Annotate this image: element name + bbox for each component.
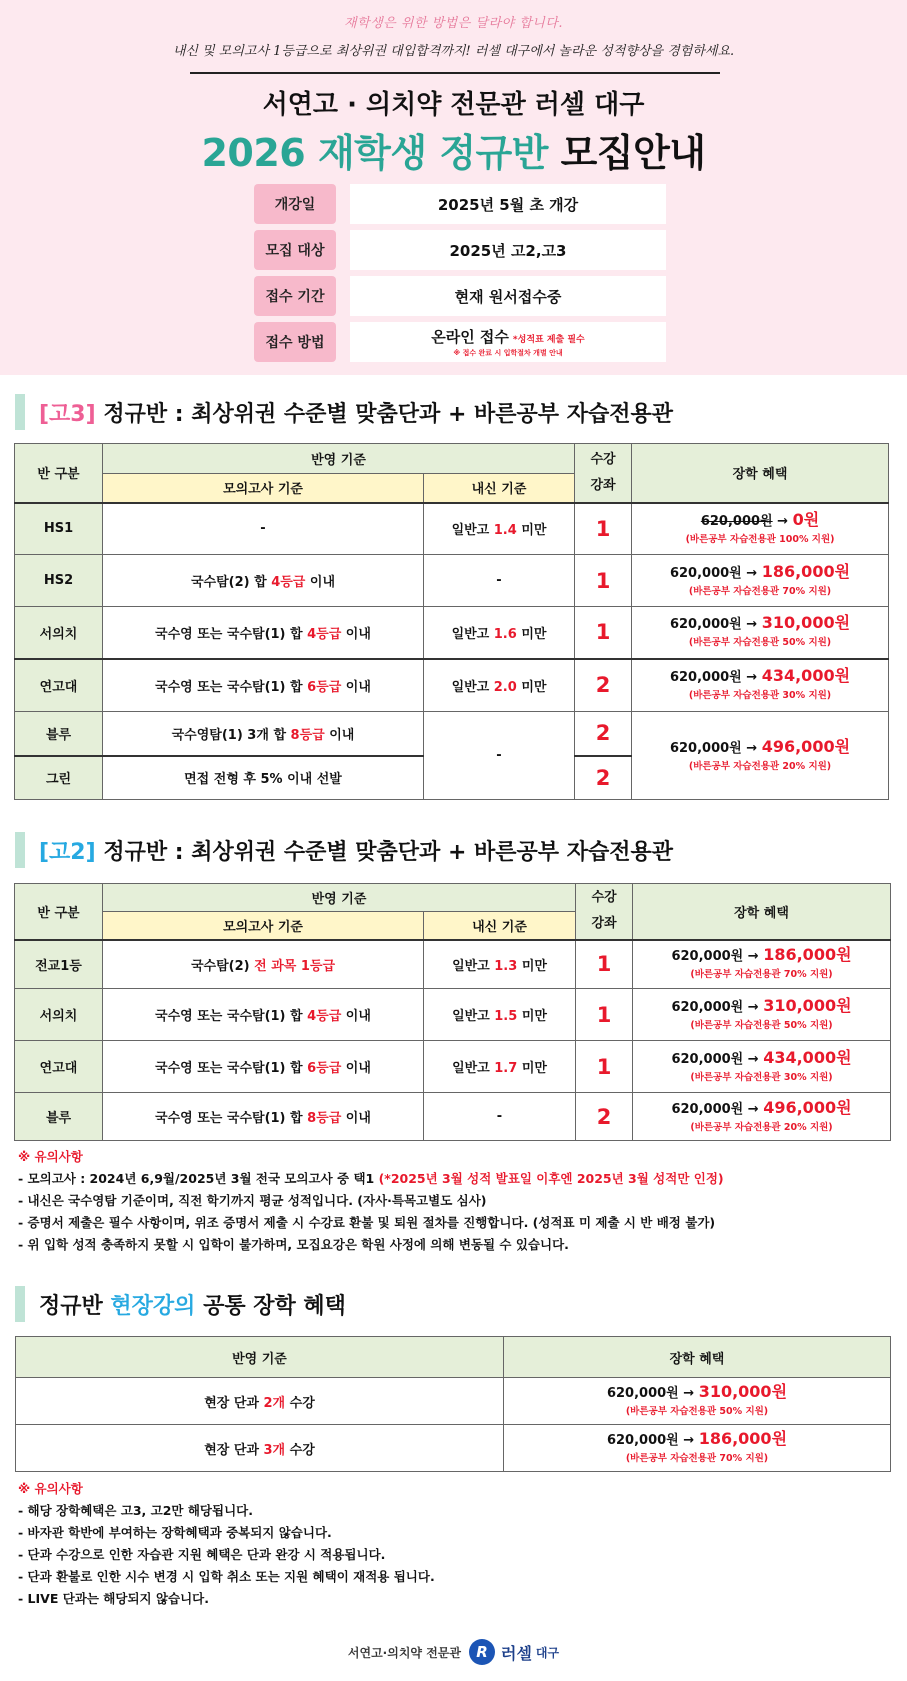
heading-accent-bar <box>15 1286 25 1322</box>
lecture-count: 1 <box>576 940 633 989</box>
notice-title: ※ 유의사항 <box>18 1149 83 1164</box>
notice-line: - 모의고사 : 2024년 6,9월/2025년 3월 전국 모의고사 중 택1 (*2025년 3월 성적 발표일 이후엔 2025년 3월 성적만 인정) <box>18 1171 724 1186</box>
row-name: 전교1등 <box>15 940 103 989</box>
info-row-method <box>254 322 666 362</box>
page-title <box>0 122 907 177</box>
info-value <box>350 322 666 362</box>
criteria-cell: 현장 단과 2개 수강 <box>16 1378 504 1425</box>
info-value: 2025년 고2,고3 <box>350 230 666 270</box>
mock-criteria: 국수영 또는 국수탐(1) 합 4등급 이내 <box>103 989 424 1041</box>
info-row-target <box>254 230 666 270</box>
hero-subline: 내신 및 모의고사 1등급으로 최상위권 대입합격까지! 러셀 대구에서 놀라운 성적향상을 경험하세요. <box>172 44 735 59</box>
scholarship: 620,000원 → 186,000원 (바른공부 자습전용관 70% 지원) <box>632 555 889 607</box>
academy-name: 서연고 · 의치약 전문관 러셀 대구 <box>262 90 645 120</box>
g3-heading-text: 정규반 : 최상위권 수준별 맞춤단과 + 바른공부 자습전용관 <box>95 401 673 427</box>
table-row <box>15 1093 891 1141</box>
notice-line: - 바자관 학반에 부여하는 장학혜택과 중복되지 않습니다. <box>18 1525 332 1540</box>
header-criteria: 반영 기준 <box>103 884 576 912</box>
apply-method: 온라인 접수 <box>431 328 509 346</box>
scholarship: 620,000원 → 434,000원 (바른공부 자습전용관 30% 지원) <box>632 659 889 712</box>
footer-brand-bar <box>0 1637 907 1667</box>
mock-criteria: 국수영 또는 국수탐(1) 합 6등급 이내 <box>103 659 424 712</box>
lecture-count: 2 <box>575 756 632 800</box>
info-row-period <box>254 276 666 316</box>
row-name: 연고대 <box>15 659 103 712</box>
school-criteria: - <box>424 1093 576 1141</box>
g2-table <box>14 883 891 1141</box>
scholarship: 620,000원 → 0원 (바른공부 자습전용관 100% 지원) <box>632 503 889 555</box>
school-criteria: 일반고 1.3 미만 <box>424 940 576 989</box>
scholarship: 620,000원 → 434,000원 (바른공부 자습전용관 30% 지원) <box>633 1041 891 1093</box>
live-lecture-tag: 현장강의 <box>110 1293 196 1319</box>
school-criteria: - <box>424 555 575 607</box>
process-note: ※ 접수 완료 시 입학절차 개별 안내 <box>453 349 563 357</box>
scholarship: 620,000원 → 496,000원 (바른공부 자습전용관 20% 지원) <box>633 1093 891 1141</box>
g2-section-heading <box>15 832 673 868</box>
notice-block <box>18 1146 724 1256</box>
hero-tagline: 재학생은 위한 방법은 달라야 합니다. <box>343 16 564 31</box>
notice-line: - 단과 수강으로 인한 자습관 지원 혜택은 단과 완강 시 적용됩니다. <box>18 1547 386 1562</box>
header-school: 내신 기준 <box>424 912 576 940</box>
mock-criteria: 국수영 또는 국수탐(1) 합 8등급 이내 <box>103 1093 424 1141</box>
criteria-cell: 현장 단과 3개 수강 <box>16 1425 504 1472</box>
table-row <box>16 1378 891 1425</box>
russel-logo-icon: R <box>469 1639 495 1665</box>
row-name: 서의치 <box>15 989 103 1041</box>
school-criteria: - <box>424 712 575 800</box>
lecture-count: 1 <box>575 555 632 607</box>
lecture-count: 1 <box>575 607 632 659</box>
scholarship: 620,000원 → 186,000원 (바른공부 자습전용관 70% 지원) <box>633 940 891 989</box>
header-benefit: 장학 혜택 <box>633 884 891 940</box>
required-note: *성적표 제출 필수 <box>512 335 585 345</box>
lecture-count: 1 <box>575 503 632 555</box>
row-name: 블루 <box>15 1093 103 1141</box>
lecture-count: 2 <box>575 712 632 756</box>
header-benefit: 장학 혜택 <box>504 1337 891 1378</box>
scholarship: 620,000원 → 310,000원 (바른공부 자습전용관 50% 지원) <box>504 1378 891 1425</box>
table-header-row <box>15 884 891 912</box>
hero-banner <box>0 0 907 375</box>
title-accent: 2026 재학생 정규반 <box>201 131 548 175</box>
table-row <box>15 712 889 756</box>
notice-line: - LIVE 단과는 해당되지 않습니다. <box>18 1591 209 1606</box>
mock-criteria: - <box>103 503 424 555</box>
g2-heading-text: 정규반 : 최상위권 수준별 맞춤단과 + 바른공부 자습전용관 <box>95 839 673 865</box>
row-name: 블루 <box>15 712 103 756</box>
mock-criteria: 국수탐(2) 전 과목 1등급 <box>103 940 424 989</box>
lecture-count: 2 <box>576 1093 633 1141</box>
header-criteria: 반영 기준 <box>103 444 575 474</box>
info-label: 개강일 <box>254 184 336 224</box>
heading-accent-bar <box>15 394 25 430</box>
notice-line: - 단과 환불로 인한 시수 변경 시 입학 취소 또는 지원 혜택이 재적용 됩니다. <box>18 1569 435 1584</box>
header-mock: 모의고사 기준 <box>103 912 424 940</box>
mock-criteria: 국수영 또는 국수탐(1) 합 4등급 이내 <box>103 607 424 659</box>
table-row <box>15 1041 891 1093</box>
table-row <box>15 503 889 555</box>
lecture-count: 1 <box>576 989 633 1041</box>
scholarship: 620,000원 → 186,000원 (바른공부 자습전용관 70% 지원) <box>504 1425 891 1472</box>
hero-divider <box>190 72 720 74</box>
scholarship: 620,000원 → 310,000원 (바른공부 자습전용관 50% 지원) <box>632 607 889 659</box>
table-header-row <box>15 444 889 474</box>
header-mock: 모의고사 기준 <box>103 474 424 503</box>
school-criteria: 일반고 1.6 미만 <box>424 607 575 659</box>
mock-criteria: 면접 전형 후 5% 이내 선발 <box>103 756 424 800</box>
footer-city: 대구 <box>535 1645 560 1660</box>
table-header-row <box>16 1337 891 1378</box>
notice-line: - 내신은 국수영탐 기준이며, 직전 학기까지 평균 성적입니다. (자사·특목고별도 심사) <box>18 1193 487 1208</box>
row-name: 서의치 <box>15 607 103 659</box>
mock-criteria: 국수영 또는 국수탐(1) 합 6등급 이내 <box>103 1041 424 1093</box>
scholarship: 620,000원 → 496,000원 (바른공부 자습전용관 20% 지원) <box>632 712 889 800</box>
row-name: 연고대 <box>15 1041 103 1093</box>
table-row <box>15 659 889 712</box>
heading-accent-bar <box>15 832 25 868</box>
info-row-start <box>254 184 666 224</box>
notice-title: ※ 유의사항 <box>18 1481 83 1496</box>
table-row <box>15 940 891 989</box>
lecture-count: 2 <box>575 659 632 712</box>
header-lectures: 수강 강좌 <box>575 444 632 503</box>
notice-line: - 위 입학 성적 충족하지 못할 시 입학이 불가하며, 모집요강은 학원 사정에 의해 변동될 수 있습니다. <box>18 1237 569 1252</box>
school-criteria: 일반고 2.0 미만 <box>424 659 575 712</box>
info-label: 접수 방법 <box>254 322 336 362</box>
footer-academy: 서연고·의치약 전문관 <box>347 1645 461 1660</box>
school-criteria: 일반고 1.7 미만 <box>424 1041 576 1093</box>
info-value: 2025년 5월 초 개강 <box>350 184 666 224</box>
row-name: HS1 <box>15 503 103 555</box>
mock-criteria: 국수영탐(1) 3개 합 8등급 이내 <box>103 712 424 756</box>
row-name: 그린 <box>15 756 103 800</box>
notice-block <box>18 1478 435 1610</box>
header-lectures: 수강 강좌 <box>576 884 633 940</box>
notice-line: - 해당 장학혜택은 고3, 고2만 해당됩니다. <box>18 1503 253 1518</box>
table-row <box>15 555 889 607</box>
row-name: HS2 <box>15 555 103 607</box>
info-label: 모집 대상 <box>254 230 336 270</box>
g3-section-heading <box>15 394 673 430</box>
school-criteria: 일반고 1.4 미만 <box>424 503 575 555</box>
title-rest: 모집안내 <box>547 131 706 175</box>
lecture-count: 1 <box>576 1041 633 1093</box>
notice-line: - 증명서 제출은 필수 사항이며, 위조 증명서 제출 시 수강료 환불 및 퇴원 절차를 진행합니다. (성적표 미 제출 시 반 배정 불가) <box>18 1215 716 1230</box>
common-section-heading: 정규반 현장강의 공통 장학 혜택 <box>15 1286 346 1322</box>
header-division: 반 구분 <box>15 884 103 940</box>
footer-brand: 러셀 <box>500 1643 532 1663</box>
info-value: 현재 원서접수중 <box>350 276 666 316</box>
header-division: 반 구분 <box>15 444 103 503</box>
info-label: 접수 기간 <box>254 276 336 316</box>
table-row <box>16 1425 891 1472</box>
table-row <box>15 607 889 659</box>
mock-criteria: 국수탐(2) 합 4등급 이내 <box>103 555 424 607</box>
common-table <box>15 1336 891 1472</box>
header-benefit: 장학 혜택 <box>632 444 889 503</box>
g2-tag: [고2] <box>39 839 96 865</box>
g3-tag: [고3] <box>39 401 96 427</box>
header-criteria: 반영 기준 <box>16 1337 504 1378</box>
table-row <box>15 989 891 1041</box>
school-criteria: 일반고 1.5 미만 <box>424 989 576 1041</box>
g3-table <box>14 443 889 800</box>
scholarship: 620,000원 → 310,000원 (바른공부 자습전용관 50% 지원) <box>633 989 891 1041</box>
header-school: 내신 기준 <box>424 474 575 503</box>
